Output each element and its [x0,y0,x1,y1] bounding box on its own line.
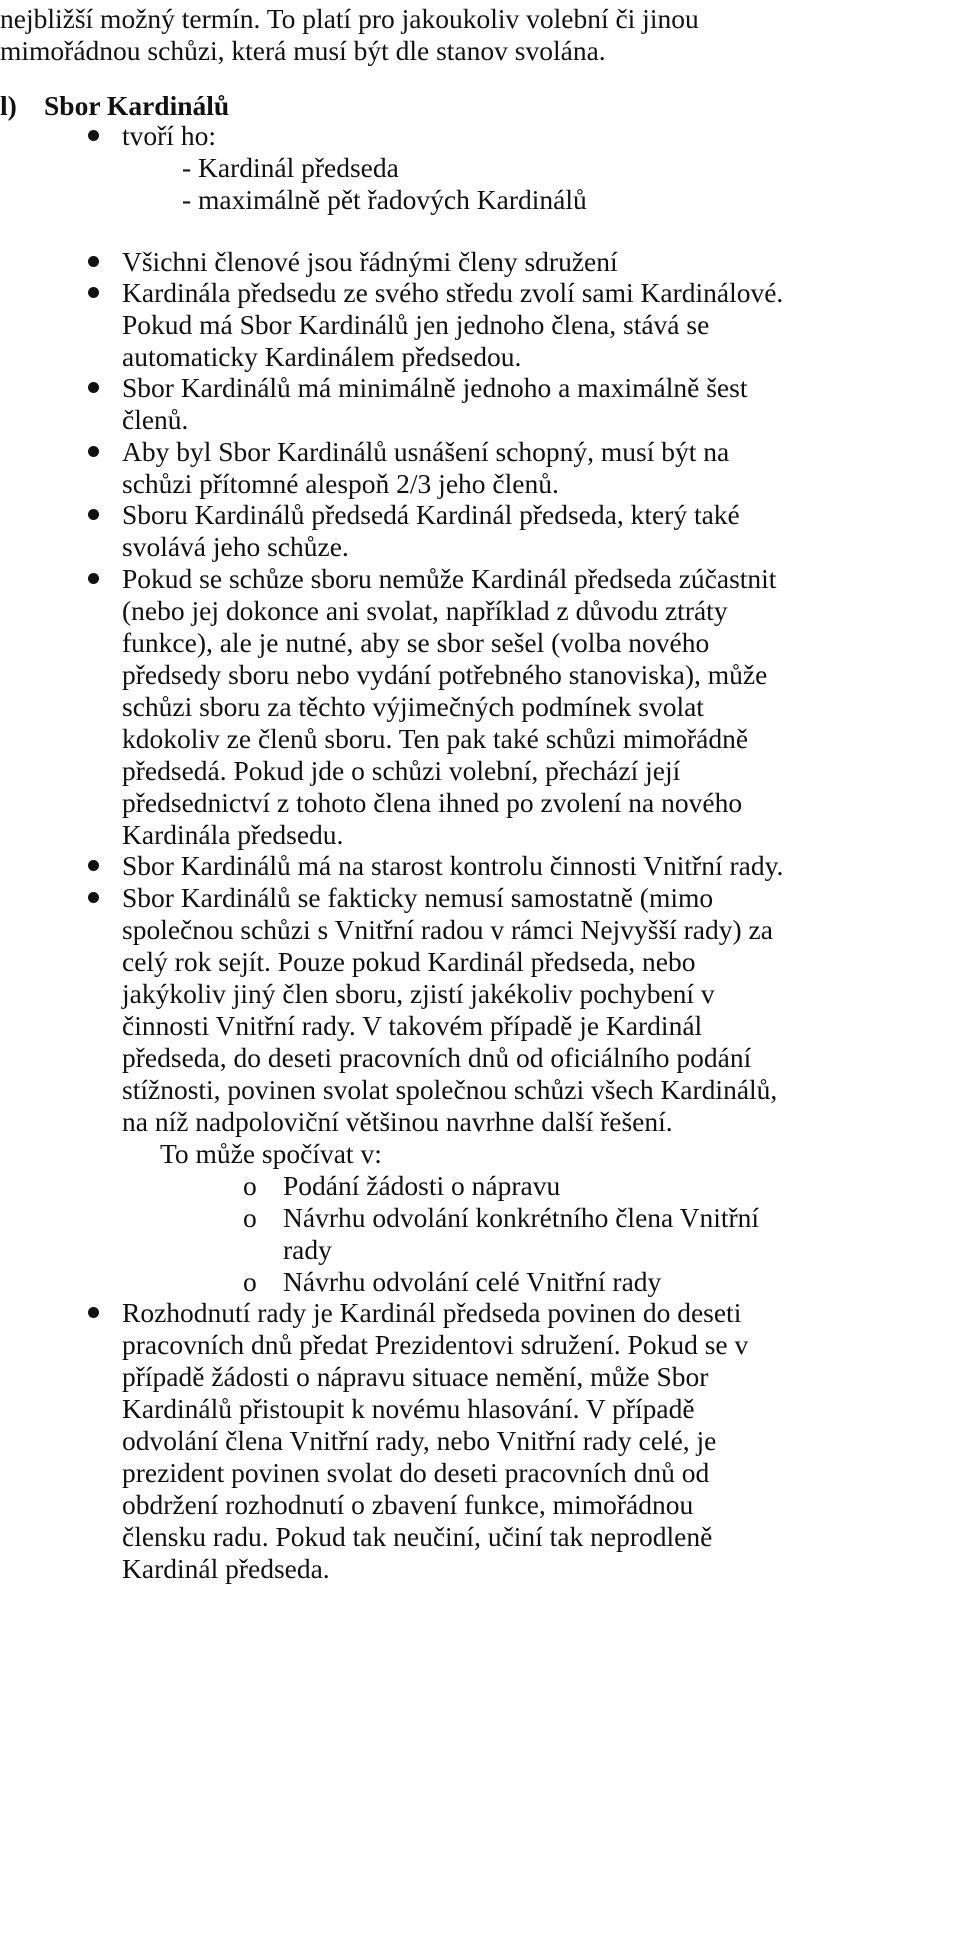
list-item: kdokoliv ze členů sboru. Ten pak také schůzi mimořádně [122,723,749,754]
list-item: svolává jeho schůze. [122,531,349,562]
list-item: případě žádosti o nápravu situace nemění, může Sbor [122,1361,709,1392]
list-item: předsednictví z tohoto člena ihned po zvolení na nového [122,787,743,818]
composition-label: tvoří ho: [122,120,216,151]
bullet-icon [88,130,99,141]
list-item: funkce), ale je nutné, aby se sbor sešel (volba nového [122,627,710,658]
intro-line: mimořádnou schůzi, která musí být dle stanov svolána. [0,35,606,66]
composition-member: - maximálně pět řadových Kardinálů [182,184,587,215]
list-item: Kardinála předsedu. [122,819,344,850]
section-title: Sbor Kardinálů [44,90,230,121]
list-item: Sbor Kardinálů má minimálně jednoho a maximálně šest [122,372,748,403]
bullet-icon [88,1307,99,1318]
section-marker: l) [0,90,17,121]
bullet-icon [88,382,99,393]
list-item: odvolání člena Vnitřní rady, nebo Vnitřní rady celé, je [122,1425,717,1456]
list-item: činnosti Vnitřní rady. V takovém případě je Kardinál [122,1010,703,1041]
list-item: Kardinál předseda. [122,1553,330,1584]
bullet-icon [88,509,99,520]
option-marker: o [243,1266,257,1297]
option-item: Návrhu odvolání celé Vnitřní rady [283,1266,662,1297]
list-item: schůzi sboru za těchto výjimečných podmínek svolat [122,691,704,722]
list-item: předsedá. Pokud jde o schůzi volební, přechází její [122,755,681,786]
list-item: (nebo jej dokonce ani svolat, například z důvodu ztráty [122,595,728,626]
list-item: Pokud se schůze sboru nemůže Kardinál předseda zúčastnit [122,563,777,594]
intro-line: nejbližší možný termín. To platí pro jakoukoliv volební či jinou [0,3,699,34]
list-item: pracovních dnů předat Prezidentovi sdružení. Pokud se v [122,1329,749,1360]
option-item: Návrhu odvolání konkrétního člena Vnitřní [283,1202,760,1233]
bullet-icon [88,573,99,584]
list-item: automaticky Kardinálem předsedou. [122,341,522,372]
list-item: Sbor Kardinálů má na starost kontrolu činnosti Vnitřní rady. [122,850,784,881]
list-item: člensku radu. Pokud tak neučiní, učiní tak neprodleně [122,1521,713,1552]
options-intro: To může spočívat v: [160,1138,382,1169]
list-item: společnou schůzi s Vnitřní radou v rámci Nejvyšší rady) za [122,914,773,945]
bullet-icon [88,287,99,298]
list-item: na níž nadpoloviční většinou navrhne další řešení. [122,1106,673,1137]
list-item: členů. [122,404,189,435]
list-item: Sbor Kardinálů se fakticky nemusí samostatně (mimo [122,882,714,913]
bullet-icon [88,892,99,903]
list-item: Všichni členové jsou řádnými členy sdružení [122,246,618,277]
list-item: předsedy sboru nebo vydání potřebného stanoviska), může [122,659,768,690]
list-item: Kardinálů přistoupit k novému hlasování. V případě [122,1393,695,1424]
list-item: schůzi přítomné alespoň 2/3 jeho členů. [122,468,559,499]
list-item: Aby byl Sbor Kardinálů usnášení schopný, musí být na [122,436,730,467]
list-item: celý rok sejít. Pouze pokud Kardinál předseda, nebo [122,946,696,977]
list-item: Rozhodnutí rady je Kardinál předseda povinen do deseti [122,1297,742,1328]
option-marker: o [243,1170,257,1201]
list-item: obdržení rozhodnutí o zbavení funkce, mimořádnou [122,1489,694,1520]
list-item: jakýkoliv jiný člen sboru, zjistí jakékoliv pochybení v [122,978,715,1009]
option-marker: o [243,1202,257,1233]
bullet-icon [88,446,99,457]
list-item: stížnosti, povinen svolat společnou schůzi všech Kardinálů, [122,1074,778,1105]
list-item: Sboru Kardinálů předsedá Kardinál předseda, který také [122,499,740,530]
list-item: předseda, do deseti pracovních dnů od oficiálního podání [122,1042,752,1073]
option-item: rady [283,1234,332,1265]
bullet-icon [88,256,99,267]
list-item: Kardinála předsedu ze svého středu zvolí sami Kardinálové. [122,277,784,308]
option-item: Podání žádosti o nápravu [283,1170,561,1201]
bullet-icon [88,860,99,871]
list-item: Pokud má Sbor Kardinálů jen jednoho člena, stává se [122,309,710,340]
list-item: prezident povinen svolat do deseti pracovních dnů od [122,1457,710,1488]
composition-member: - Kardinál předseda [182,152,399,183]
